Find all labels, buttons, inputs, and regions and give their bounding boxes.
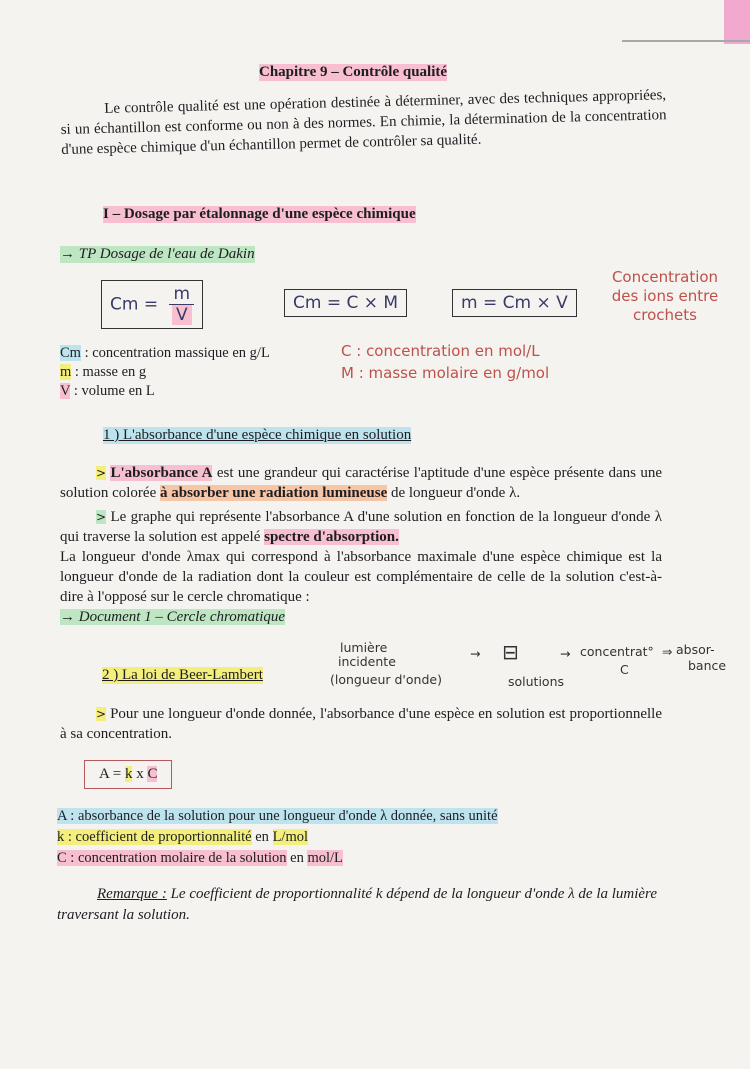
definition-row [57, 827, 498, 848]
text-run: est une grandeur qui caractérise l'aptitude d'une espèce présente dans une solution colorée [60, 465, 663, 501]
beer-lambert-section [60, 704, 662, 744]
highlight-text [57, 850, 287, 866]
highlight-text [57, 829, 252, 845]
text-run: : concentration molaire de la solution [66, 850, 287, 866]
absorbance-term: L'absorbance A [110, 465, 213, 481]
handwritten-definition: M : masse molaire en g/mol [341, 364, 550, 382]
absorbance-paragraph [60, 463, 662, 503]
formula-fraction [169, 284, 194, 325]
page-tab-marker [724, 0, 750, 44]
tp-label: TP Dosage de l'eau de Dakin [78, 246, 255, 262]
remark-paragraph [57, 884, 663, 926]
text-run: A = [99, 766, 125, 782]
diagram-text: solutions [508, 674, 565, 689]
subsection-1-title: 1 ) L'absorbance d'une espèce chimique en solution [103, 427, 412, 443]
text-run: Le coefficient de proportionnalité k dépend de la longueur d'onde λ de la lumière traversant la solution. [57, 886, 657, 923]
definition-text: : volume en L [70, 383, 155, 399]
definition-symbol: m [60, 364, 72, 380]
side-note-line: des ions entre [611, 287, 719, 305]
handwritten-side-note [595, 268, 735, 325]
formula-box-c-times-m: Cm = C × M [284, 289, 407, 317]
side-note-line: crochets [633, 306, 697, 324]
formula-box-mass: m = Cm × V [452, 289, 577, 317]
definition-symbol: V [60, 383, 71, 399]
definition-symbol: C [57, 850, 67, 866]
formula-lhs: Cm = [110, 294, 159, 315]
text-run: en [286, 850, 308, 866]
side-note-line: Concentration [611, 268, 719, 286]
arrow-icon: ⇒ [662, 644, 673, 659]
arrow-icon: → [470, 646, 481, 661]
definition-symbol: A [57, 808, 67, 824]
definition-unit: mol/L [307, 850, 343, 866]
diagram-text: incidente [338, 654, 396, 669]
diagram-text: (longueur d'onde) [330, 672, 442, 687]
formula-c: C [147, 766, 158, 782]
definition-text: : masse en g [71, 364, 147, 380]
definition-row [60, 382, 270, 401]
diagram-text: absor- [676, 642, 715, 657]
diagram-text: C [620, 662, 629, 677]
text-run: : coefficient de proportionnalité [64, 829, 252, 845]
remark-label: Remarque : [97, 886, 167, 902]
text-run: Document 1 – Cercle chromatique [78, 609, 286, 625]
fraction-numerator: m [169, 284, 194, 305]
definition-row [57, 806, 498, 827]
diagram-text: concentrat° [580, 644, 654, 659]
bullet-arrow-icon: > [96, 707, 107, 721]
chapter-title: Chapitre 9 – Contrôle qualité [259, 64, 448, 80]
bullet-arrow-icon: > [96, 466, 107, 480]
text-run: de longueur d'onde λ. [387, 485, 521, 501]
section-1-title: I – Dosage par étalonnage d'une espèce chimique [103, 206, 416, 222]
highlight-text: à absorber une radiation lumineuse [159, 485, 388, 501]
handwritten-definition: C : concentration en mol/L [341, 342, 540, 360]
beer-lambert-formula-box [84, 760, 172, 789]
intro-paragraph: Le contrôle qualité est une opération destinée à déterminer, avec des techniques appropriées, si un échantillon est conforme ou non à des normes. En chimie, la détermination de la concentration d'une espèce chimique d'un échantillon permet de contrôler sa qualité. [60, 87, 667, 158]
handwritten-diagram [330, 640, 740, 694]
subsection-2-title: 2 ) La loi de Beer-Lambert [102, 667, 263, 683]
definition-text: : concentration massique en g/L [80, 345, 270, 361]
document-1-label [60, 609, 285, 625]
handwritten-definitions [341, 340, 549, 384]
text-run: en [251, 829, 273, 845]
text-run: : absorbance de la solution pour une longueur d'onde λ donnée, sans unité [66, 808, 498, 824]
beer-lambert-definitions [57, 806, 498, 869]
highlight-text [57, 808, 498, 824]
bullet-arrow-icon: > [96, 510, 107, 524]
definition-row [60, 363, 270, 382]
definition-row [57, 848, 498, 869]
spectre-term: spectre d'absorption. [264, 529, 399, 545]
cuvette-icon: ⊟ [502, 640, 519, 664]
fraction-denominator: V [172, 305, 192, 325]
formula-box-mass-concentration [101, 280, 203, 329]
text-run: x [132, 766, 148, 782]
diagram-text: lumière [340, 640, 388, 655]
formula-k: k [124, 766, 133, 782]
definition-row [60, 344, 270, 363]
lambda-max-paragraph: La longueur d'onde λmax qui correspond à l'absorbance maximale d'une espèce chimique est la longueur d'onde de la radiation dont la couleur est complémentaire de celle de la solution c'est-à-dire à l'opposé sur le cercle chromatique : [60, 549, 662, 605]
absorbance-section [60, 463, 662, 627]
diagram-text: bance [688, 658, 727, 673]
definition-symbol: Cm [60, 345, 81, 361]
arrow-icon: → [60, 609, 75, 625]
arrow-icon: → [560, 646, 571, 661]
spectre-paragraph [60, 507, 662, 547]
arrow-icon: → [60, 246, 75, 262]
tp-heading [60, 246, 255, 263]
definitions-left [60, 344, 270, 401]
text-run: Le graphe qui représente l'absorbance A d'une solution en fonction de la longueur d'onde λ qui traverse la solution est appelé [60, 509, 662, 545]
beer-lambert-paragraph [60, 704, 662, 744]
definition-unit: L/mol [272, 829, 309, 845]
document-1-reference [60, 607, 662, 627]
definition-symbol: k [57, 829, 65, 845]
page-edge-line [622, 40, 750, 42]
text-run: Pour une longueur d'onde donnée, l'absorbance d'une espèce en solution est proportionnelle à sa concentration. [60, 706, 662, 742]
